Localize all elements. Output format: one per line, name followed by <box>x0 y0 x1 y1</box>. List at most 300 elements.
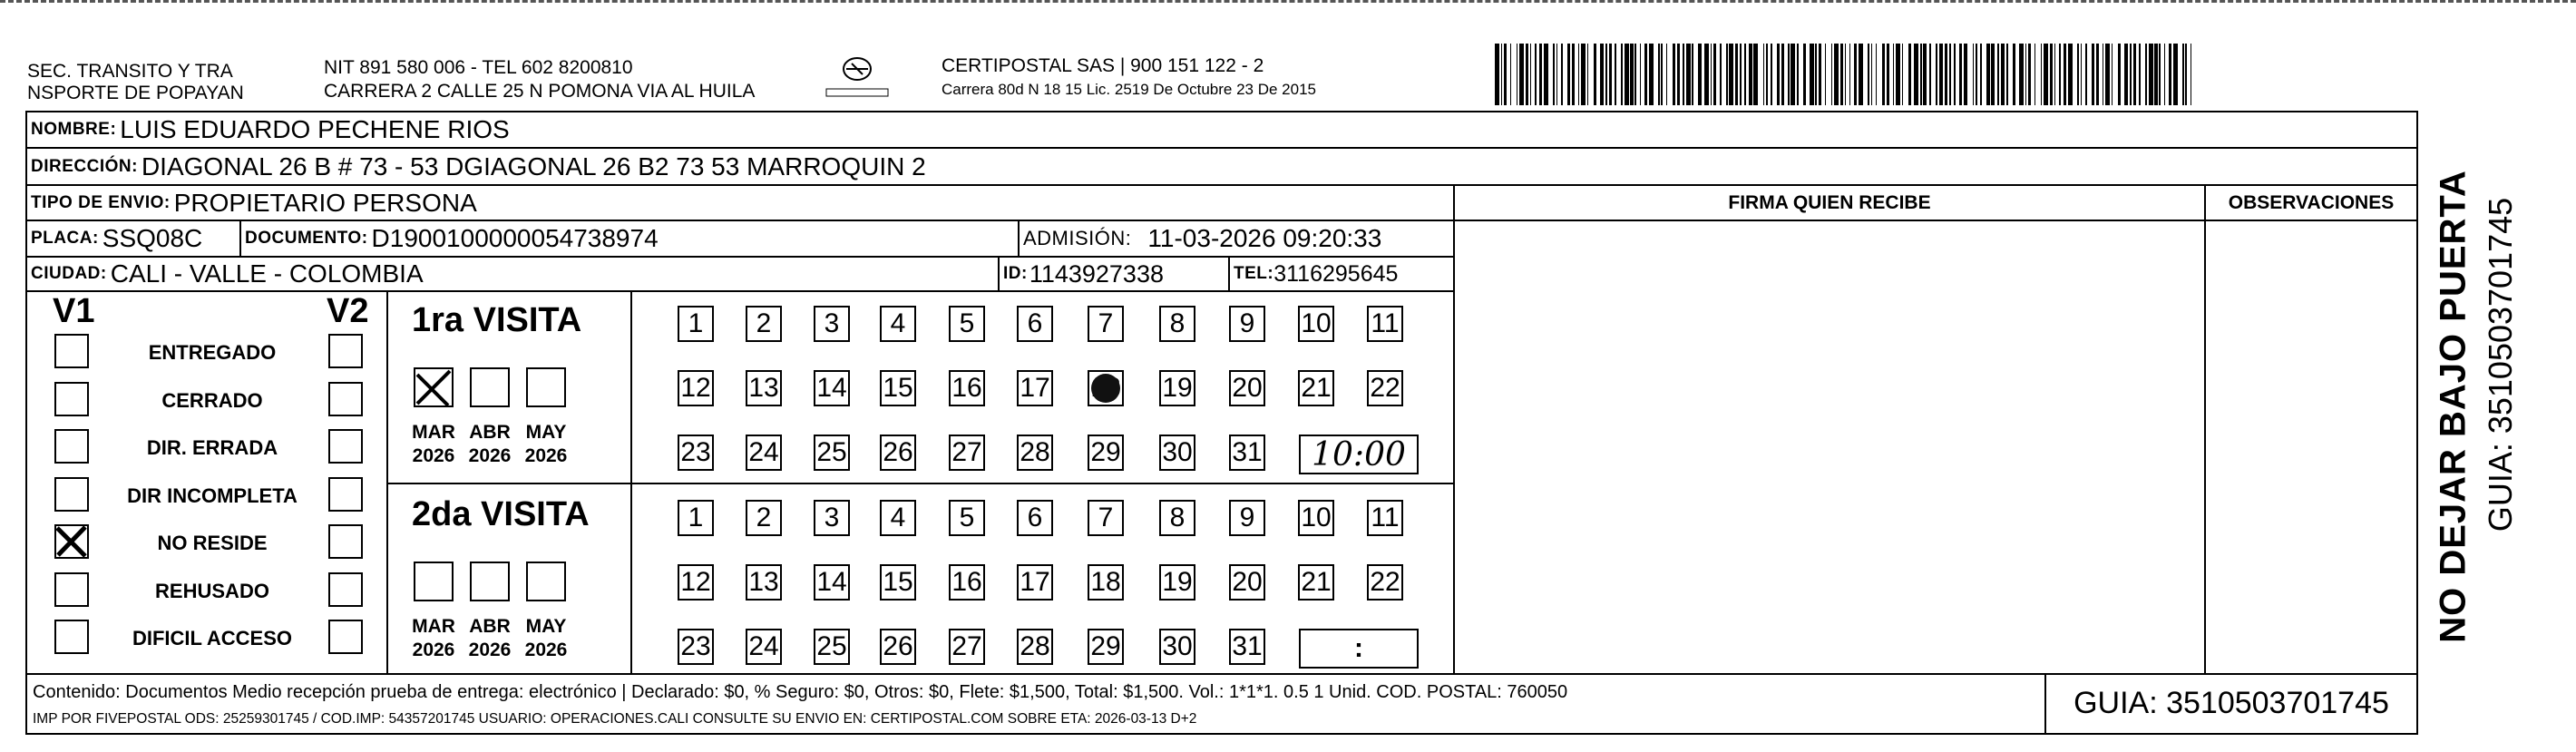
day-number: 18 <box>1090 567 1121 597</box>
month-name: ABR <box>469 616 511 637</box>
barcode-bar <box>2149 44 2153 105</box>
barcode-bar <box>1600 44 1605 105</box>
day-number: 25 <box>816 631 847 661</box>
barcode-bar <box>1766 44 1768 105</box>
day-number: 20 <box>1232 567 1263 597</box>
visit2-day-box[interactable] <box>1017 564 1053 601</box>
barcode-bar <box>1939 44 1944 105</box>
visit2-day-box[interactable] <box>746 629 782 665</box>
id-label: ID: <box>1003 264 1028 283</box>
visit1-day-box[interactable] <box>949 370 985 406</box>
barcode-bar <box>2105 44 2110 105</box>
barcode-bar <box>1976 44 1977 105</box>
visit2-day-box[interactable] <box>1159 564 1195 601</box>
visit2-day-box[interactable] <box>1367 564 1403 601</box>
visit2-day-box[interactable] <box>1367 500 1403 536</box>
barcode-bar <box>2139 44 2141 105</box>
day-number: 31 <box>1232 631 1263 661</box>
day-number: 5 <box>959 503 975 532</box>
visit1-day-box[interactable] <box>814 435 850 471</box>
row-tipo <box>27 186 1453 221</box>
barcode-bar <box>1902 44 1904 105</box>
visit2-month-checkbox[interactable] <box>526 562 566 601</box>
barcode-bar <box>2068 44 2073 105</box>
visit1-day-box[interactable] <box>746 435 782 471</box>
status-v1-checkbox[interactable] <box>54 429 89 464</box>
certipostal-logo-icon <box>821 53 893 102</box>
visit2-day-box[interactable] <box>1229 564 1265 601</box>
day-number: 8 <box>1169 308 1186 338</box>
barcode-bar <box>2191 44 2192 105</box>
barcode-bar <box>1740 44 1742 105</box>
visit2-day-box[interactable] <box>1088 500 1124 536</box>
barcode-bar <box>1517 44 1518 105</box>
time-value: 10:00 <box>1312 435 1406 474</box>
day-number: 7 <box>1098 503 1114 532</box>
visit1-day-box[interactable] <box>949 435 985 471</box>
visit2-month-label <box>463 615 517 662</box>
barcode-bar <box>1677 44 1680 105</box>
day-number: 1 <box>688 503 704 532</box>
day-number: 12 <box>680 373 711 403</box>
visit1-day-box[interactable] <box>1088 306 1124 342</box>
month-year: 2026 <box>468 445 512 466</box>
barcode-bar <box>1519 44 1524 105</box>
visit2-day-box[interactable] <box>1298 500 1334 536</box>
barcode-bar <box>2081 44 2083 105</box>
visit2-day-box[interactable] <box>1017 500 1053 536</box>
visit1-day-box[interactable] <box>1088 370 1124 406</box>
placa-label: PLACA: <box>31 229 99 248</box>
barcode-bar <box>2112 44 2113 105</box>
status-label: DIFICIL ACCESO <box>132 627 292 649</box>
obs-label: OBSERVACIONES <box>2228 191 2395 213</box>
visit1-time-box[interactable] <box>1299 435 1419 474</box>
footer-line1: Contenido: Documentos Medio recepción prueba de entrega: electrónico | Declarado: $0, % Seguro: $0, Otros: $0, Flete: $1,500, Total: $1,500. Vol.: 1*1*1. 0.5 1 Unid. COD. POSTAL: 760050 <box>33 682 1568 702</box>
barcode-bar <box>1686 44 1691 105</box>
barcode-bar <box>1535 44 1537 105</box>
visit2-day-box[interactable] <box>746 500 782 536</box>
visit1-day-box[interactable] <box>1017 370 1053 406</box>
barcode-bar <box>1735 44 1738 105</box>
day-number: 9 <box>1239 503 1255 532</box>
visit2-day-box[interactable] <box>678 500 714 536</box>
visit2-day-box[interactable] <box>949 500 985 536</box>
status-label: DIR INCOMPLETA <box>127 483 298 507</box>
status-v1-checkbox[interactable] <box>54 382 89 416</box>
barcode-bar <box>1644 44 1647 105</box>
barcode-bar <box>1634 44 1636 105</box>
status-v1-checkbox[interactable] <box>54 572 89 607</box>
barcode-bar <box>1914 44 1918 105</box>
visit1-day-box[interactable] <box>1298 370 1334 406</box>
visit1-day-box[interactable] <box>880 306 916 342</box>
day-number: 3 <box>824 503 840 532</box>
day-number: 25 <box>816 437 847 467</box>
tel-cell <box>1230 258 1453 292</box>
admision-value: 11-03-2026 09:20:33 <box>1147 224 1382 252</box>
barcode-bar <box>1893 44 1895 105</box>
visit2-day-box[interactable] <box>1088 564 1124 601</box>
barcode-bar <box>1896 44 1900 105</box>
month-year: 2026 <box>412 445 455 466</box>
status-v1-checkbox[interactable] <box>54 524 89 559</box>
barcode-bar <box>1495 44 1499 105</box>
barcode-bar <box>1640 44 1642 105</box>
visit1-day-box[interactable] <box>1017 435 1053 471</box>
visit1-month-label <box>463 421 517 468</box>
id-cell <box>1000 258 1230 292</box>
visit1-day-box[interactable] <box>678 370 714 406</box>
barcode-bar <box>1504 44 1507 105</box>
day-mark <box>1091 374 1120 403</box>
visit2-day-box[interactable] <box>1088 629 1124 665</box>
barcode-bar <box>1908 44 1911 105</box>
status-v1-checkbox[interactable] <box>54 477 89 512</box>
obs-header <box>2206 186 2416 221</box>
barcode-bar <box>1673 44 1675 105</box>
ciudad-value: CALI - VALLE - COLOMBIA <box>110 259 424 288</box>
day-number: 29 <box>1090 631 1121 661</box>
header-right-line1: CERTIPOSTAL SAS | 900 151 122 - 2 <box>942 55 1264 76</box>
tipo-value: PROPIETARIO PERSONA <box>173 188 477 217</box>
barcode-bar <box>1810 44 1814 105</box>
barcode-bar <box>1882 44 1885 105</box>
day-number: 13 <box>748 567 779 597</box>
barcode-bar <box>1692 44 1693 105</box>
day-number: 4 <box>890 503 906 532</box>
day-number: 3 <box>824 308 840 338</box>
day-number: 16 <box>951 373 982 403</box>
status-v1-checkbox[interactable] <box>54 334 89 368</box>
nombre-label: NOMBRE: <box>31 120 117 139</box>
barcode-bar <box>1997 44 1999 105</box>
day-number: 23 <box>680 437 711 467</box>
barcode-bar <box>1871 44 1873 105</box>
barcode-bar <box>2085 44 2087 105</box>
month-name: MAY <box>525 422 567 443</box>
barcode-bar <box>1763 44 1765 105</box>
day-number: 27 <box>951 437 982 467</box>
day-number: 10 <box>1301 308 1332 338</box>
barcode-bar <box>1683 44 1684 105</box>
nombre-value: LUIS EDUARDO PECHENE RIOS <box>120 115 510 143</box>
side-no-dejar: NO DEJAR BAJO PUERTA <box>2433 170 2474 643</box>
barcode-bar <box>2159 44 2161 105</box>
visit1-day-box[interactable] <box>1298 306 1334 342</box>
month-name: MAR <box>412 616 455 637</box>
barcode-bar <box>1920 44 1922 105</box>
barcode-bar <box>2173 44 2178 105</box>
day-number: 8 <box>1169 503 1186 532</box>
barcode-bar <box>2118 44 2121 105</box>
documento-label: DOCUMENTO: <box>245 229 368 248</box>
barcode-bar <box>1991 44 1994 105</box>
visit1-day-box[interactable] <box>1159 370 1195 406</box>
barcode-bar <box>1553 44 1555 105</box>
barcode-bar <box>1781 44 1784 105</box>
visit1-day-box[interactable] <box>880 435 916 471</box>
barcode-bar <box>2154 44 2157 105</box>
barcode-bar <box>2013 44 2015 105</box>
barcode-bar <box>2019 44 2024 105</box>
barcode-bar <box>1510 44 1512 105</box>
barcode-bar <box>1625 44 1629 105</box>
barcode-bar <box>1954 44 1956 105</box>
visit2-day-box[interactable] <box>746 564 782 601</box>
barcode-bar <box>1791 44 1795 105</box>
barcode-bar <box>2028 44 2031 105</box>
status-label: DIR. ERRADA <box>146 436 278 459</box>
barcode-bar <box>1936 44 1937 105</box>
barcode-bar <box>1539 44 1542 105</box>
barcode-bar <box>1819 44 1821 105</box>
barcode-bar <box>1501 44 1503 105</box>
barcode-bar <box>2124 44 2129 105</box>
visit2-day-box[interactable] <box>880 500 916 536</box>
barcode-bar <box>2169 44 2171 105</box>
day-number: 28 <box>1020 437 1050 467</box>
barcode-bar <box>1726 44 1728 105</box>
row-direccion <box>27 149 2416 186</box>
barcode-bar <box>2059 44 2061 105</box>
header-mid-line1: NIT 891 580 006 - TEL 602 8200810 <box>324 57 633 78</box>
visit2-month-checkbox[interactable] <box>414 562 454 601</box>
visit1-day-box[interactable] <box>1229 435 1265 471</box>
status-v2-checkbox[interactable] <box>328 477 363 512</box>
day-number: 2 <box>756 503 772 532</box>
status-v2-checkbox[interactable] <box>328 572 363 607</box>
header-mid-line2: CARRERA 2 CALLE 25 N POMONA VIA AL HUILA <box>324 81 756 102</box>
barcode-bar <box>2130 44 2132 105</box>
barcode-bar <box>1753 44 1758 105</box>
month-name: ABR <box>469 422 511 443</box>
day-number: 19 <box>1162 567 1193 597</box>
visit2-day-box[interactable] <box>1298 564 1334 601</box>
day-number: 26 <box>883 437 913 467</box>
time-value: : <box>1354 633 1363 663</box>
visit1-day-box[interactable] <box>814 306 850 342</box>
barcode-bar <box>1854 44 1857 105</box>
visit2-day-box[interactable] <box>1229 500 1265 536</box>
month-year: 2026 <box>524 445 568 466</box>
row-nombre <box>27 112 2416 149</box>
day-number: 7 <box>1098 308 1114 338</box>
barcode-bar <box>2092 44 2094 105</box>
barcode-bar <box>1973 44 1975 105</box>
barcode-bar <box>1834 44 1839 105</box>
day-number: 4 <box>890 308 906 338</box>
day-number: 30 <box>1162 437 1193 467</box>
barcode-bar <box>1803 44 1806 105</box>
day-number: 24 <box>748 437 779 467</box>
day-number: 17 <box>1020 567 1050 597</box>
side-guia: GUIA: 3510503701745 <box>2482 197 2519 532</box>
barcode-bar <box>2044 44 2048 105</box>
documento-cell <box>241 221 1020 258</box>
barcode-bar <box>2133 44 2136 105</box>
visit2-day-box[interactable] <box>814 629 850 665</box>
barcode-bar <box>1929 44 1931 105</box>
status-v2-checkbox[interactable] <box>328 382 363 416</box>
day-number: 30 <box>1162 631 1193 661</box>
barcode-bar <box>1797 44 1799 105</box>
visit1-month-label <box>519 421 573 468</box>
visit1-day-box[interactable] <box>949 306 985 342</box>
visit2-day-box[interactable] <box>949 564 985 601</box>
header-left-line2: NSPORTE DE POPAYAN <box>27 83 244 103</box>
tipo-label: TIPO DE ENVIO: <box>31 192 171 212</box>
v1-header: V1 <box>53 292 95 330</box>
month-name: MAY <box>525 616 567 637</box>
day-number: 13 <box>748 373 779 403</box>
day-number: 14 <box>816 567 847 597</box>
visit1-day-box[interactable] <box>880 370 916 406</box>
status-v2-checkbox[interactable] <box>328 524 363 559</box>
barcode-bar <box>2182 44 2184 105</box>
visit1-month-label <box>406 421 461 468</box>
tel-value: 3116295645 <box>1273 260 1399 287</box>
barcode-bar <box>1609 44 1612 105</box>
barcode-bar <box>1845 44 1847 105</box>
visit2-day-box[interactable] <box>1229 629 1265 665</box>
status-v1-checkbox[interactable] <box>54 620 89 654</box>
barcode-bar <box>1711 44 1712 105</box>
barcode-icon <box>1495 44 2193 105</box>
barcode-bar <box>1556 44 1558 105</box>
visit2-month-checkbox[interactable] <box>470 562 510 601</box>
barcode-bar <box>1720 44 1722 105</box>
visit1-day-box[interactable] <box>746 370 782 406</box>
barcode-bar <box>1594 44 1596 105</box>
barcode-bar <box>1526 44 1528 105</box>
barcode-bar <box>1744 44 1746 105</box>
barcode-bar <box>2103 44 2104 105</box>
visit1-day-box[interactable] <box>1367 370 1403 406</box>
barcode-bar <box>1581 44 1586 105</box>
status-label: CERRADO <box>161 388 263 412</box>
visit1-day-box[interactable] <box>678 435 714 471</box>
barcode-bar <box>1649 44 1654 105</box>
visit1-day-box[interactable] <box>1229 370 1265 406</box>
visit1-title: 1ra VISITA <box>412 301 582 339</box>
visit2-day-box[interactable] <box>678 629 714 665</box>
day-number: 24 <box>748 631 779 661</box>
barcode-bar <box>1605 44 1607 105</box>
barcode-bar <box>2096 44 2099 105</box>
visit2-day-box[interactable] <box>1159 500 1195 536</box>
visit2-day-box[interactable] <box>949 629 985 665</box>
visit2-day-box[interactable] <box>814 500 850 536</box>
visit2-time-box[interactable] <box>1299 629 1419 669</box>
barcode-bar <box>1704 44 1709 105</box>
day-number: 20 <box>1232 373 1263 403</box>
day-number: 19 <box>1162 373 1193 403</box>
month-year: 2026 <box>468 640 512 660</box>
visit1-day-box[interactable] <box>1229 306 1265 342</box>
visit1-month-checkbox[interactable] <box>414 367 454 407</box>
ciudad-label: CIUDAD: <box>31 264 107 283</box>
visit1-day-box[interactable] <box>814 370 850 406</box>
barcode-bar <box>1729 44 1733 105</box>
guia-box <box>2044 673 2416 733</box>
visit1-day-box[interactable] <box>746 306 782 342</box>
day-number: 17 <box>1020 373 1050 403</box>
id-value: 1143927338 <box>1029 259 1164 288</box>
visit1-day-box[interactable] <box>1088 435 1124 471</box>
visit2-day-box[interactable] <box>1017 629 1053 665</box>
barcode-bar <box>2164 44 2166 105</box>
barcode-bar <box>2064 44 2066 105</box>
barcode-bar <box>2145 44 2147 105</box>
barcode-bar <box>2006 44 2008 105</box>
day-number: 27 <box>951 631 982 661</box>
month-year: 2026 <box>524 640 568 660</box>
barcode-bar <box>1949 44 1951 105</box>
barcode-bar <box>1544 44 1548 105</box>
visit1-day-box[interactable] <box>1159 306 1195 342</box>
barcode-bar <box>2050 44 2053 105</box>
header-left-line1: SEC. TRANSITO Y TRA <box>27 61 233 82</box>
visit1-day-box[interactable] <box>1159 435 1195 471</box>
barcode-bar <box>1658 44 1660 105</box>
barcode-bar <box>1887 44 1889 105</box>
firma-column <box>1453 186 2206 673</box>
tel-label: TEL: <box>1234 264 1274 283</box>
status-label: ENTREGADO <box>148 341 277 364</box>
month-name: MAR <box>412 422 455 443</box>
visit1-day-box[interactable] <box>1367 306 1403 342</box>
status-v2-checkbox[interactable] <box>328 334 363 368</box>
visit1-day-box[interactable] <box>678 306 714 342</box>
barcode-bar <box>1666 44 1668 105</box>
barcode-bar <box>1698 44 1701 105</box>
visit2-day-box[interactable] <box>880 564 916 601</box>
barcode-bar <box>1815 44 1817 105</box>
placa-value: SSQ08C <box>102 224 203 252</box>
barcode-bar <box>1661 44 1663 105</box>
visit1-day-box[interactable] <box>1017 306 1053 342</box>
month-year: 2026 <box>412 640 455 660</box>
day-number: 1 <box>688 308 704 338</box>
barcode-bar <box>1572 44 1575 105</box>
visit2-day-box[interactable] <box>1159 629 1195 665</box>
barcode-bar <box>2185 44 2187 105</box>
day-number: 14 <box>816 373 847 403</box>
barcode-bar <box>1868 44 1869 105</box>
barcode-bar <box>1621 44 1623 105</box>
barcode-bar <box>1587 44 1589 105</box>
day-number: 15 <box>883 567 913 597</box>
visit2-day-box[interactable] <box>678 564 714 601</box>
barcode-bar <box>2025 44 2027 105</box>
visit1-month-checkbox[interactable] <box>470 367 510 407</box>
visit2-day-box[interactable] <box>880 629 916 665</box>
status-v2-checkbox[interactable] <box>328 429 363 464</box>
status-v2-checkbox[interactable] <box>328 620 363 654</box>
day-number: 9 <box>1239 308 1255 338</box>
barcode-bar <box>1964 44 1968 105</box>
barcode-bar <box>1788 44 1790 105</box>
guia-box-value: GUIA: 3510503701745 <box>2073 685 2389 720</box>
admision-label: ADMISIÓN: <box>1023 227 1132 249</box>
visit1-month-checkbox[interactable] <box>526 367 566 407</box>
visit2-day-box[interactable] <box>814 564 850 601</box>
barcode-bar <box>2041 44 2043 105</box>
firma-label: FIRMA QUIEN RECIBE <box>1728 191 1931 213</box>
visit2-month-label <box>406 615 461 662</box>
barcode-bar <box>1959 44 1962 105</box>
